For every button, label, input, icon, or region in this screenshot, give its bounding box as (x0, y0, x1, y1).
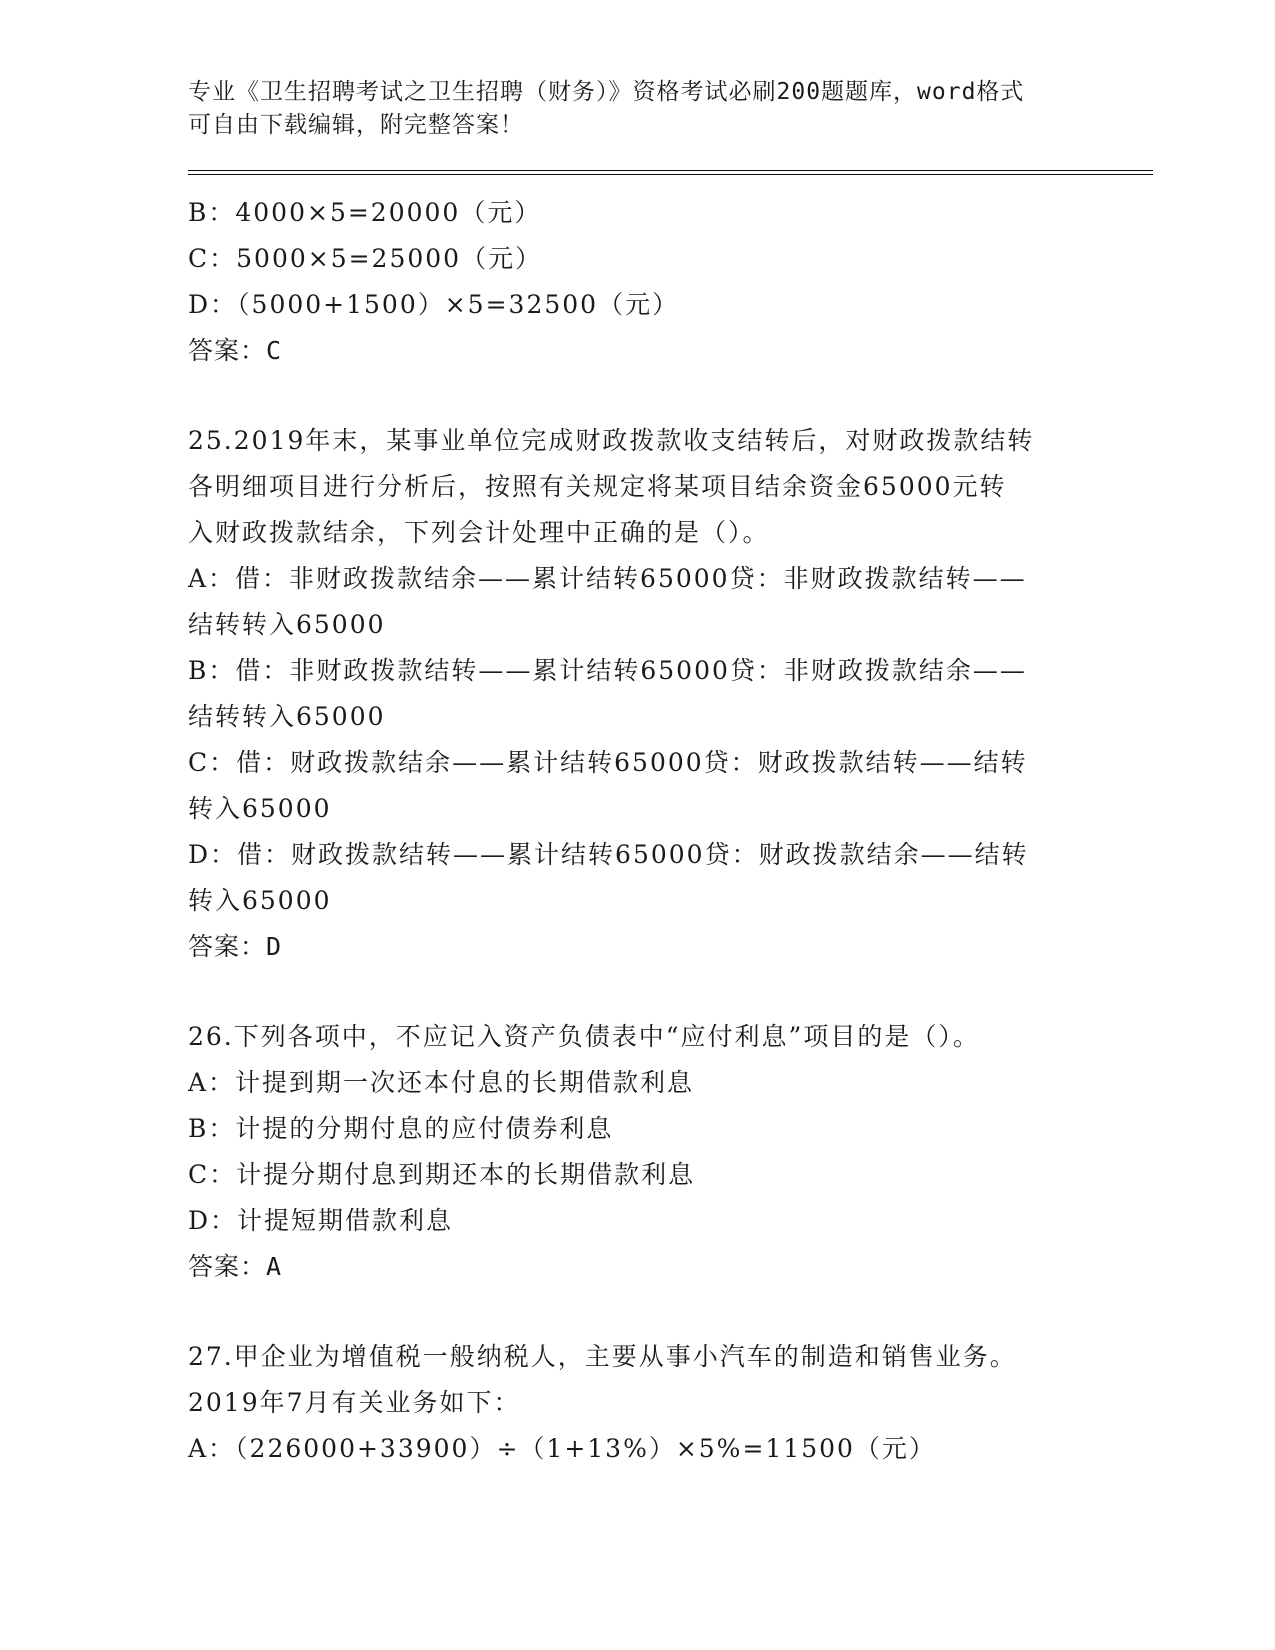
option-d: D：（5000+1500）×5=32500（元） (188, 290, 680, 319)
header-title-line-2: 可自由下载编辑，附完整答案！ (188, 112, 524, 138)
spacer (188, 1290, 1088, 1334)
option-c: C：计提分期付息到期还本的长期借款利息 (188, 1160, 696, 1189)
option-b: B：借：非财政拨款结转——累计结转65000贷：非财政拨款结余—— (188, 656, 1027, 685)
question-stem: 各明细项目进行分析后，按照有关规定将某项目结余资金65000元转 (188, 472, 1007, 501)
option-c: C：借：财政拨款结余——累计结转65000贷：财政拨款结转——结转 (188, 748, 1028, 777)
page-header (188, 76, 1088, 142)
answer-label: 答案：A (188, 1252, 283, 1281)
spacer (188, 374, 1088, 418)
option-d: D：计提短期借款利息 (188, 1206, 454, 1235)
question-stem: 2019年7月有关业务如下： (188, 1388, 521, 1417)
header-rule-top (188, 170, 1153, 171)
question-stem: 25.2019年末，某事业单位完成财政拨款收支结转后，对财政拨款结转 (188, 426, 1035, 455)
option-b: B：4000×5=20000（元） (188, 198, 542, 227)
option-b: B：计提的分期付息的应付债券利息 (188, 1114, 614, 1143)
question-25 (188, 418, 1088, 970)
answer-label: 答案：C (188, 336, 283, 365)
spacer (188, 970, 1088, 1014)
option-a-continued: 结转转入65000 (188, 610, 386, 639)
option-a: A：借：非财政拨款结余——累计结转65000贷：非财政拨款结转—— (188, 564, 1027, 593)
question-26 (188, 1014, 1088, 1290)
answer-label: 答案：D (188, 932, 283, 961)
question-content (188, 190, 1088, 1472)
header-rule-bottom (188, 174, 1153, 175)
option-b-continued: 结转转入65000 (188, 702, 386, 731)
header-title-line-1: 专业《卫生招聘考试之卫生招聘（财务）》资格考试必刷200题题库，word格式 (188, 79, 1025, 105)
question-stem: 27.甲企业为增值税一般纳税人，主要从事小汽车的制造和销售业务。 (188, 1342, 1017, 1371)
option-c: C：5000×5=25000（元） (188, 244, 543, 273)
option-a: A：（226000+33900）÷（1+13%）×5%=11500（元） (188, 1434, 936, 1463)
option-d: D：借：财政拨款结转——累计结转65000贷：财政拨款结余——结转 (188, 840, 1029, 869)
option-a: A：计提到期一次还本付息的长期借款利息 (188, 1068, 695, 1097)
question-24-tail (188, 190, 1088, 374)
option-c-continued: 转入65000 (188, 794, 332, 823)
question-stem: 26.下列各项中，不应记入资产负债表中“应付利息”项目的是（）。 (188, 1022, 980, 1051)
question-27 (188, 1334, 1088, 1472)
option-d-continued: 转入65000 (188, 886, 332, 915)
question-stem: 入财政拨款结余，下列会计处理中正确的是（）。 (188, 518, 770, 547)
